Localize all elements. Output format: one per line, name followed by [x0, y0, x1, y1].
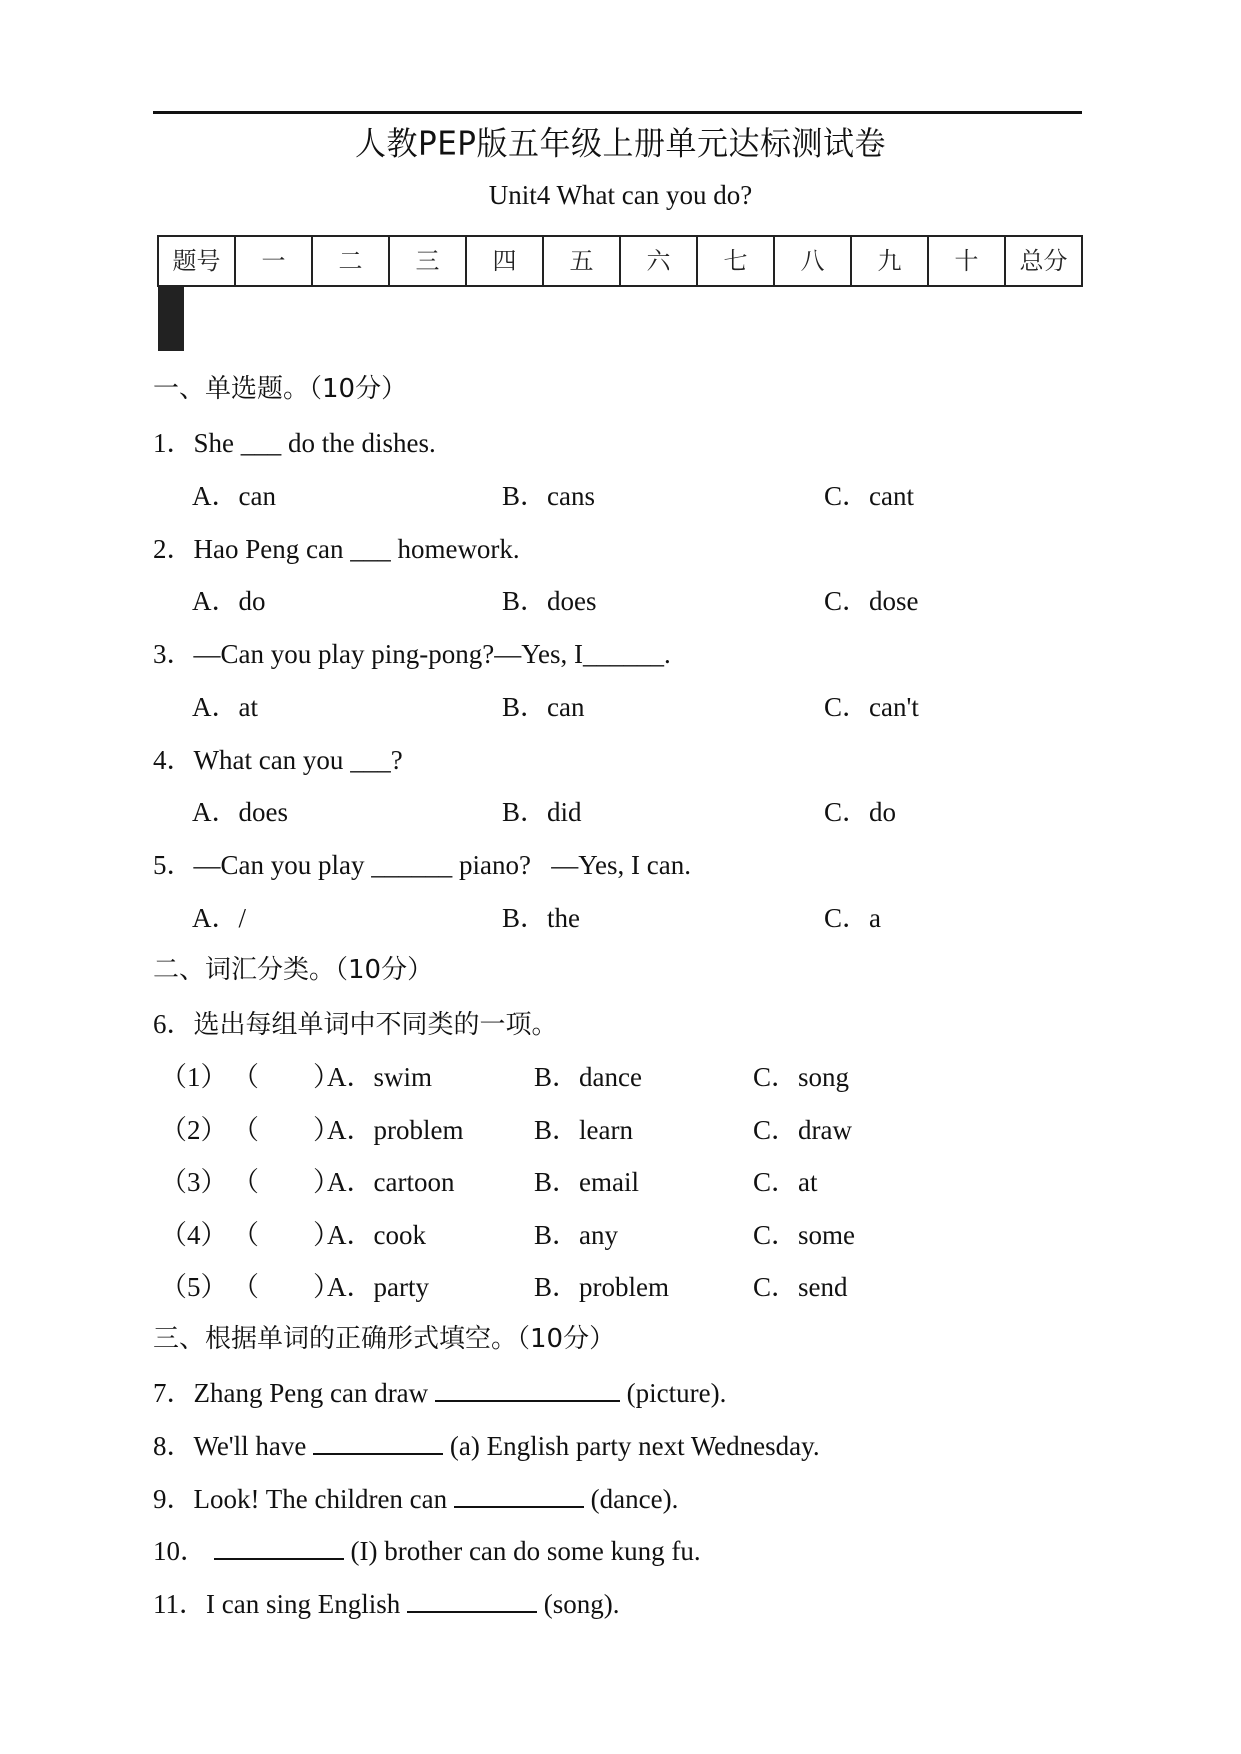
- answer-blank[interactable]: ______: [371, 850, 453, 880]
- score-header-cell: 题号: [158, 236, 235, 286]
- option-b[interactable]: B．dance: [534, 1062, 642, 1092]
- question-text: I can sing English: [206, 1589, 407, 1619]
- item-label: （2）: [160, 1115, 228, 1145]
- question-5: [153, 843, 691, 882]
- question-text: We'll have: [193, 1431, 314, 1461]
- question-text: —Can you play: [193, 850, 372, 880]
- item-label: （4）: [160, 1220, 228, 1250]
- question-number: 4．: [153, 745, 194, 775]
- question-10: [153, 1529, 701, 1568]
- option-b[interactable]: B．cans: [502, 481, 595, 511]
- question-8: [153, 1424, 820, 1463]
- item-label: （1）: [160, 1062, 228, 1092]
- option-b[interactable]: B．email: [534, 1167, 639, 1197]
- page-subtitle: Unit4 What can you do?: [488, 180, 753, 210]
- question-hint: (song).: [536, 1589, 620, 1619]
- question-number: 8．: [153, 1431, 194, 1461]
- answer-blank[interactable]: [313, 1431, 443, 1455]
- option-b[interactable]: B．problem: [534, 1272, 669, 1302]
- score-header-cell: 七: [697, 236, 774, 286]
- score-header-cell: 十: [928, 236, 1005, 286]
- question-text: piano? —Yes, I can.: [452, 850, 691, 880]
- question-1: [153, 421, 436, 460]
- option-b[interactable]: B．any: [534, 1220, 618, 1250]
- option-a[interactable]: A．do: [192, 586, 266, 616]
- answer-blank[interactable]: ______: [582, 639, 664, 669]
- question-11: [153, 1582, 619, 1621]
- question-4: [153, 738, 403, 777]
- answer-paren[interactable]: （ ）: [232, 1115, 340, 1145]
- question-6: [153, 1002, 558, 1041]
- question-text: [207, 1536, 214, 1566]
- answer-paren[interactable]: （ ）: [232, 1220, 340, 1250]
- option-a[interactable]: A．swim: [327, 1062, 433, 1092]
- question-hint: (a) English party next Wednesday.: [443, 1431, 820, 1461]
- option-b[interactable]: B．does: [502, 586, 597, 616]
- option-c[interactable]: C．do: [824, 797, 897, 827]
- answer-blank[interactable]: [214, 1536, 344, 1560]
- question-number: 7．: [153, 1378, 194, 1408]
- answer-paren[interactable]: （ ）: [232, 1272, 340, 1302]
- score-header-cell: 四: [466, 236, 543, 286]
- option-c[interactable]: C．cant: [824, 481, 914, 511]
- question-number: 9．: [153, 1484, 194, 1514]
- option-c[interactable]: C．at: [753, 1167, 818, 1197]
- question-number: 11．: [153, 1589, 206, 1619]
- answer-blank[interactable]: ___: [350, 745, 391, 775]
- option-c[interactable]: C．some: [753, 1220, 856, 1250]
- answer-blank[interactable]: ___: [350, 534, 391, 564]
- score-header-cell: 六: [620, 236, 697, 286]
- option-a[interactable]: A．cartoon: [327, 1167, 455, 1197]
- answer-paren[interactable]: （ ）: [232, 1167, 340, 1197]
- score-header-cell: 九: [851, 236, 928, 286]
- option-c[interactable]: C．song: [753, 1062, 850, 1092]
- option-a[interactable]: A．can: [192, 481, 276, 511]
- option-a[interactable]: A．/: [192, 903, 246, 933]
- item-label: （5）: [160, 1272, 228, 1302]
- question-hint: (dance).: [583, 1484, 679, 1514]
- score-header-cell: 三: [389, 236, 466, 286]
- question-7: [153, 1371, 726, 1410]
- question-text: Hao Peng can: [193, 534, 351, 564]
- option-b[interactable]: B．did: [502, 797, 582, 827]
- option-a[interactable]: A．party: [327, 1272, 429, 1302]
- question-number: 5．: [153, 850, 194, 880]
- score-table: [157, 235, 1083, 316]
- section-heading: 一、单选题。（10分）: [153, 374, 408, 404]
- answer-paren[interactable]: （ ）: [232, 1062, 340, 1092]
- option-b[interactable]: B．can: [502, 692, 585, 722]
- option-c[interactable]: C．dose: [824, 586, 919, 616]
- option-a[interactable]: A．cook: [327, 1220, 426, 1250]
- answer-blank[interactable]: [435, 1378, 620, 1402]
- question-instruction: 选出每组单词中不同类的一项。: [193, 1010, 558, 1040]
- score-header-cell: 二: [312, 236, 389, 286]
- question-number: 1．: [153, 428, 194, 458]
- question-text: What can you: [193, 745, 351, 775]
- page-title: 人教PEP版五年级上册单元达标测试卷: [355, 125, 886, 164]
- question-number: 2．: [153, 534, 194, 564]
- score-header-cell: 总分: [1005, 236, 1082, 286]
- option-a[interactable]: A．at: [192, 692, 258, 722]
- answer-blank[interactable]: [407, 1589, 537, 1613]
- section-heading: 三、根据单词的正确形式填空。（10分）: [153, 1324, 616, 1354]
- header-rule: [153, 111, 1082, 114]
- option-c[interactable]: C．a: [824, 903, 881, 933]
- question-text: Zhang Peng can draw: [193, 1378, 435, 1408]
- option-a[interactable]: A．problem: [327, 1115, 464, 1145]
- score-value-cell[interactable]: [181, 288, 183, 350]
- score-table-value-row: [158, 287, 184, 311]
- question-hint: (I) brother can do some kung fu.: [343, 1536, 701, 1566]
- question-number: 10．: [153, 1536, 207, 1566]
- option-b[interactable]: B．learn: [534, 1115, 633, 1145]
- question-number: 6．: [153, 1009, 194, 1039]
- question-9: [153, 1477, 678, 1516]
- question-text: homework.: [390, 534, 520, 564]
- section-heading: 二、词汇分类。（10分）: [153, 955, 434, 985]
- score-header-cell: 八: [774, 236, 851, 286]
- question-3: [153, 632, 671, 671]
- question-text: do the dishes.: [281, 428, 436, 458]
- score-header-cell: 一: [235, 236, 312, 286]
- question-text: —Can you play ping-pong?—Yes, I: [193, 639, 583, 669]
- question-number: 3．: [153, 639, 194, 669]
- score-header-cell: 五: [543, 236, 620, 286]
- question-hint: (picture).: [619, 1378, 727, 1408]
- question-text: ?: [390, 745, 403, 775]
- answer-blank[interactable]: [454, 1484, 584, 1508]
- question-text: Look! The children can: [193, 1484, 454, 1514]
- question-text: .: [663, 639, 671, 669]
- answer-blank[interactable]: ___: [240, 428, 282, 458]
- score-table-header-row: [158, 236, 1082, 286]
- option-c[interactable]: C．draw: [753, 1115, 852, 1145]
- item-label: （3）: [160, 1167, 228, 1197]
- option-a[interactable]: A．does: [192, 797, 288, 827]
- question-2: [153, 527, 520, 566]
- option-c[interactable]: C．can't: [824, 692, 919, 722]
- option-c[interactable]: C．send: [753, 1272, 848, 1302]
- question-text: She: [193, 428, 241, 458]
- option-b[interactable]: B．the: [502, 903, 580, 933]
